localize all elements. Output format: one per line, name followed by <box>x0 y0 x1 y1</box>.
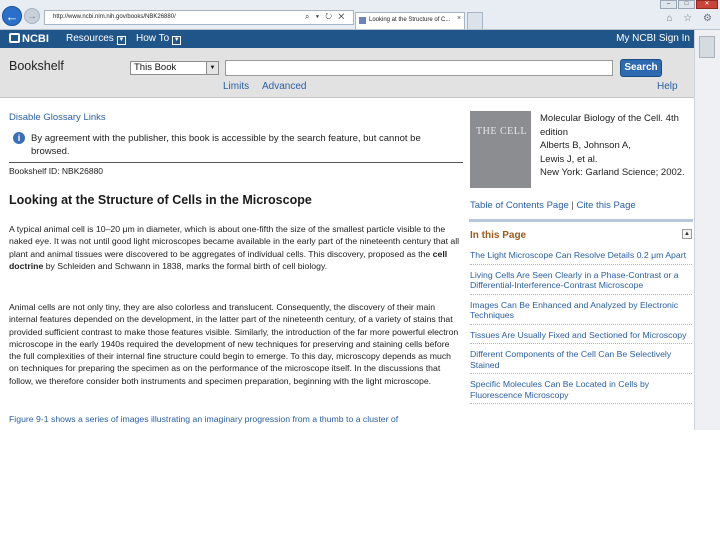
forward-arrow-icon[interactable]: → <box>24 8 40 24</box>
search-button[interactable]: Search <box>620 59 662 77</box>
how-to-menu[interactable] <box>136 31 181 47</box>
search-input[interactable] <box>225 60 613 76</box>
limits-link[interactable]: Limits <box>223 81 250 92</box>
browser-chrome <box>0 0 720 30</box>
ncbi-logo[interactable] <box>9 31 49 47</box>
ncbi-logo-icon <box>9 33 20 43</box>
back-arrow-icon[interactable]: ← <box>2 6 22 26</box>
disable-glossary-link[interactable]: Disable Glossary Links <box>9 112 106 123</box>
page-title: Looking at the Structure of Cells in the Microscope <box>9 193 312 207</box>
figure-reference-paragraph[interactable]: Figure 9-1 shows a series of images illustrating an imaginary progression from a thumb to a cluster of <box>9 414 399 424</box>
window-controls <box>660 0 718 9</box>
maximize-button[interactable]: □ <box>678 0 695 9</box>
search-scope-value: This Book <box>134 62 177 73</box>
toc-item[interactable]: Living Cells Are Seen Clearly in a Phase-Contrast or a Differential-Interference-Contrast Microscope <box>470 269 692 295</box>
access-notice: By agreement with the publisher, this book is accessible by the search feature, but cannot be browsed. <box>31 133 421 157</box>
paragraph: Animal cells are not only tiny, they are also colorless and translucent. Consequently, the discovery of their main internal features depended on the development, in the latter part of the nineteenth century, of a variety of stains that provided sufficient contrast to make those features visible. Similarly, the introduction of the far more powerful electron microscope in the early 1940s required the development of new techniques for preserving and staining cells before the full complexities of their internal fine structure could begin to emerge. To this day, microscopy depends as much on techniques for preparing the specimen as on the performance of the microscope itself. In the discussions that follow, we therefore consider both instruments and specimen preparation, beginning with the light microscope. <box>9 302 459 386</box>
toc-item[interactable]: Different Components of the Cell Can Be Selectively Stained <box>470 348 692 374</box>
book-citation <box>540 112 690 180</box>
ncbi-logo-text: NCBI <box>22 33 49 45</box>
divider <box>9 162 463 163</box>
link-separator: | <box>571 200 574 211</box>
resources-menu[interactable] <box>66 31 126 47</box>
paragraph-text: by Schleiden and Schwann in 1838, marks the formal birth of cell biology. <box>43 260 328 271</box>
glossary-term[interactable]: cell doctrine <box>9 248 448 271</box>
table-of-contents-link[interactable]: Table of Contents Page <box>470 200 569 211</box>
paragraph-text: A typical animal cell is 10–20 μm in diameter, which is about one-fifth the size of the smallest particle visible to the naked eye. It was not until good light microscopes became available in the early part of the nineteenth century that all plant and animal tissues were discovered to be aggregates of individual cells. This discovery, proposed as the <box>9 224 460 259</box>
book-authors: Lewis J, et al. <box>540 153 598 165</box>
book-links <box>470 200 636 211</box>
book-title[interactable]: Molecular Biology of the Cell. 4th edition <box>540 113 679 138</box>
chevron-down-icon: ▼ <box>206 62 218 74</box>
ncbi-header <box>0 30 694 48</box>
bookshelf-search-bar <box>0 48 694 98</box>
book-publisher: New York: Garland Science; 2002. <box>540 167 685 178</box>
chevron-down-icon: ▼ <box>118 37 125 43</box>
tab-close-icon[interactable]: × <box>457 15 462 22</box>
paragraph <box>9 223 463 272</box>
bookshelf-title[interactable]: Bookshelf <box>9 59 64 73</box>
portlet-divider <box>469 219 693 222</box>
collapse-toggle-icon[interactable]: ▲ <box>682 229 692 239</box>
info-icon: i <box>13 132 25 144</box>
address-bar-icons[interactable]: ⌕ ▾ ↻ ✕ <box>305 12 347 21</box>
in-page-toc <box>470 249 692 408</box>
address-bar[interactable]: http://www.ncbi.nlm.nih.gov/books/NBK26880/ <box>44 10 354 25</box>
in-this-page-heading: In this Page <box>470 230 527 241</box>
advanced-link[interactable]: Advanced <box>262 81 307 92</box>
home-favorites-settings-icons[interactable]: ⌂ ☆ ⚙ <box>666 13 716 24</box>
toc-item[interactable]: Specific Molecules Can Be Located in Cells by Fluorescence Microscopy <box>470 378 692 404</box>
chevron-down-icon: ▼ <box>173 37 180 43</box>
bookshelf-id: Bookshelf ID: NBK26880 <box>9 166 104 176</box>
my-ncbi-sign-in-links[interactable]: My NCBI Sign In <box>616 33 690 44</box>
toc-item[interactable]: Images Can Be Enhanced and Analyzed by Electronic Techniques <box>470 299 692 325</box>
resources-menu-label: Resources <box>66 33 114 44</box>
new-tab-button[interactable] <box>467 12 483 29</box>
scrollbar-thumb[interactable] <box>699 36 715 58</box>
favicon-icon <box>359 17 366 24</box>
toc-item[interactable]: The Light Microscope Can Resolve Details 0.2 μm Apart <box>470 249 692 265</box>
vertical-scrollbar[interactable] <box>694 30 720 430</box>
help-link[interactable]: Help <box>657 81 678 92</box>
book-cover-image[interactable] <box>470 111 531 188</box>
minimize-button[interactable]: – <box>660 0 677 9</box>
tab-title: Looking at the Structure of C... <box>369 17 451 23</box>
page-content <box>0 99 694 430</box>
tab-current-page[interactable] <box>355 12 465 29</box>
book-cover-title: THE CELL <box>476 126 527 137</box>
how-to-menu-label: How To <box>136 33 170 44</box>
toc-item[interactable]: Tissues Are Usually Fixed and Sectioned for Microscopy <box>470 329 692 345</box>
cite-this-page-link[interactable]: Cite this Page <box>576 200 636 211</box>
close-window-button[interactable]: ✕ <box>696 0 718 9</box>
book-authors: Alberts B, Johnson A, <box>540 140 631 151</box>
blank-area <box>0 430 720 540</box>
search-scope-select[interactable] <box>130 61 219 75</box>
